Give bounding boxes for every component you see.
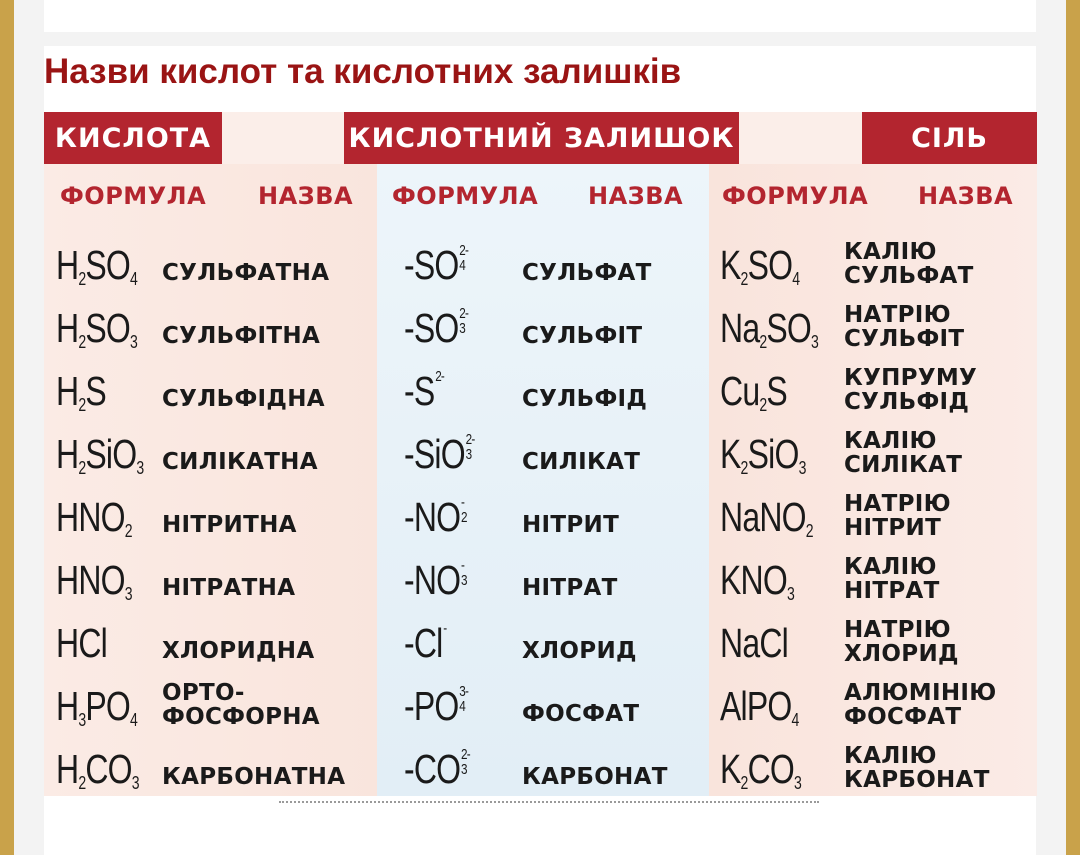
salt-formula-subscript: 3 <box>786 584 795 604</box>
acid-formula-subscript: 3 <box>124 584 132 604</box>
residue-name: НІТРИТ <box>522 512 620 538</box>
acid-formula-part: H <box>56 683 79 729</box>
residue-formula-charge-index <box>466 432 475 462</box>
acid-formula-part: SO <box>85 242 131 288</box>
residue-formula-charge: - <box>461 557 465 574</box>
residue-formula-charge-index <box>461 495 467 525</box>
acid-formula-subscript: 3 <box>131 773 139 793</box>
acid-formula-part: H <box>56 746 79 792</box>
acid-name: НІТРАТНА <box>162 575 296 601</box>
acid-formula-part: H <box>56 305 79 351</box>
salt-formula-subscript: 2 <box>740 773 748 793</box>
residue-formula-charge: 2- <box>461 746 470 763</box>
residue-formula-charge: - <box>461 494 465 511</box>
acid-formula-subscript: 2 <box>78 458 86 478</box>
salt-name <box>844 681 997 729</box>
residue-formula-subscript: 3 <box>465 446 472 463</box>
residue-formula-charge-index <box>435 369 444 384</box>
salt-formula <box>720 368 787 415</box>
salt-name-line-2: НІТРИТ <box>844 515 942 541</box>
acid-formula <box>56 368 106 415</box>
residue-formula-subscript: 3 <box>459 320 466 337</box>
residue-formula-charge-index <box>443 621 446 636</box>
salt-formula-part: SO <box>766 305 812 351</box>
subheader-acid-name: НАЗВА <box>258 182 354 210</box>
residue-formula <box>404 557 467 603</box>
salt-formula <box>720 620 788 666</box>
acid-name: СУЛЬФІТНА <box>162 323 321 349</box>
salt-name-line-1: КАЛІЮ <box>844 428 937 454</box>
salt-name <box>844 366 977 414</box>
residue-formula-charge-index <box>459 306 468 336</box>
residue-formula-part: -NO <box>404 557 461 603</box>
salt-formula <box>720 305 819 352</box>
acid-name: КАРБОНАТНА <box>162 764 346 790</box>
acid-formula-subscript: 3 <box>136 458 144 478</box>
acid-formula-part: HNO <box>56 494 125 540</box>
residue-formula <box>404 494 467 540</box>
residue-formula-charge-index <box>459 684 468 714</box>
salt-formula-subscript: 2 <box>740 269 748 289</box>
residue-formula-part: -SiO <box>404 431 465 477</box>
salt-formula-subscript: 4 <box>791 710 799 730</box>
residue-name: СИЛІКАТ <box>522 449 641 475</box>
residue-formula-part: -S <box>404 368 435 414</box>
salt-name <box>844 555 940 603</box>
header-acid: КИСЛОТА <box>44 112 222 164</box>
salt-formula-part: K <box>720 431 741 477</box>
salt-formula-part: S <box>766 368 787 414</box>
residue-formula-subscript: 3 <box>461 761 467 778</box>
salt-name-line-2: НІТРАТ <box>844 578 940 604</box>
acid-formula-part: SO <box>85 305 131 351</box>
salt-formula <box>720 557 795 604</box>
residue-formula-part: -CO <box>404 746 461 792</box>
acid-formula <box>56 620 107 666</box>
salt-formula-subscript: 3 <box>798 458 806 478</box>
residue-formula <box>404 683 469 729</box>
residue-name: СУЛЬФІД <box>522 386 648 412</box>
acid-formula-part: PO <box>85 683 131 729</box>
residue-name: СУЛЬФАТ <box>522 260 652 286</box>
salt-formula-subscript: 2 <box>805 521 813 541</box>
residue-formula <box>404 431 475 477</box>
salt-name <box>844 618 959 666</box>
acid-formula-subscript: 4 <box>130 710 138 730</box>
acid-formula-subscript: 3 <box>78 710 86 730</box>
salt-formula-subscript: 3 <box>811 332 819 352</box>
salt-name-line-1: НАТРІЮ <box>844 617 951 643</box>
residue-formula-charge: 3- <box>459 683 469 700</box>
salt-name-line-2: СИЛІКАТ <box>844 452 963 478</box>
salt-formula-part: Cu <box>720 368 760 414</box>
previous-card <box>44 0 1036 32</box>
residue-formula-charge: 2- <box>459 305 469 322</box>
salt-name-line-2: ХЛОРИД <box>844 641 959 667</box>
acid-formula-subscript: 4 <box>130 269 138 289</box>
residue-formula-charge: 2- <box>459 242 469 259</box>
acid-name-line-2: ФОСФОРНА <box>162 704 320 730</box>
header-residue: КИСЛОТНИЙ ЗАЛИШОК <box>344 112 739 164</box>
residue-name: НІТРАТ <box>522 575 618 601</box>
salt-formula-part: Na <box>720 305 760 351</box>
subheader-residue-name: НАЗВА <box>588 182 684 210</box>
salt-formula <box>720 746 802 793</box>
acid-name: СИЛІКАТНА <box>162 449 318 475</box>
subheader-salt-formula: ФОРМУЛА <box>722 182 869 210</box>
residue-formula-charge-index <box>459 243 468 273</box>
acid-formula-subscript: 3 <box>130 332 138 352</box>
salt-name-line-1: КАЛІЮ <box>844 554 937 580</box>
salt-formula-part: SiO <box>747 431 799 477</box>
acid-name-line-1: ОРТО- <box>162 680 245 706</box>
salt-formula-part: NaNO <box>720 494 806 540</box>
salt-formula-part: SO <box>747 242 793 288</box>
residue-formula-part: -NO <box>404 494 461 540</box>
acid-formula-subscript: 2 <box>78 773 86 793</box>
acid-formula <box>56 557 132 604</box>
residue-name: ХЛОРИД <box>522 638 637 664</box>
salt-name-line-2: СУЛЬФІТ <box>844 326 965 352</box>
residue-formula <box>404 746 470 792</box>
residue-name: КАРБОНАТ <box>522 764 668 790</box>
header-salt: СІЛЬ <box>862 112 1037 164</box>
acid-formula <box>56 494 132 541</box>
salt-name-line-2: СУЛЬФІД <box>844 389 970 415</box>
residue-formula-charge: - <box>443 620 447 637</box>
salt-formula-part: KNO <box>720 557 787 603</box>
salt-name-line-2: КАРБОНАТ <box>844 767 990 793</box>
acid-formula-part: HCl <box>56 620 107 666</box>
salt-formula-subscript: 2 <box>759 332 767 352</box>
residue-formula-subscript: 2 <box>461 509 467 526</box>
acid-formula-part: H <box>56 431 79 477</box>
residue-formula-charge: 2- <box>435 368 445 385</box>
acid-formula-part: HNO <box>56 557 125 603</box>
acid-table-poster <box>44 112 1037 796</box>
salt-name <box>844 744 990 792</box>
acid-formula-part: SiO <box>85 431 137 477</box>
acid-name: НІТРИТНА <box>162 512 297 538</box>
acid-formula-part: S <box>85 368 106 414</box>
salt-formula-part: K <box>720 746 741 792</box>
residue-formula-subscript: 4 <box>459 257 466 274</box>
acid-formula-subscript: 2 <box>78 269 86 289</box>
salt-formula <box>720 683 799 730</box>
acid-formula-part: CO <box>85 746 132 792</box>
salt-formula-subscript: 3 <box>794 773 802 793</box>
salt-name-line-1: НАТРІЮ <box>844 302 951 328</box>
acid-name: СУЛЬФАТНА <box>162 260 330 286</box>
salt-formula <box>720 242 800 289</box>
salt-formula-subscript: 2 <box>759 395 767 415</box>
residue-name: ФОСФАТ <box>522 701 640 727</box>
subheader-salt-name: НАЗВА <box>918 182 1014 210</box>
acid-name: СУЛЬФІДНА <box>162 386 325 412</box>
residue-formula-charge: 2- <box>465 431 475 448</box>
residue-formula <box>404 242 469 288</box>
acid-formula <box>56 683 138 730</box>
salt-name-line-1: АЛЮМІНІЮ <box>844 680 997 706</box>
acid-formula-part: H <box>56 242 79 288</box>
salt-name-line-1: КАЛІЮ <box>844 239 937 265</box>
acid-name <box>162 681 320 729</box>
acid-formula-subscript: 2 <box>78 395 86 415</box>
residue-formula-part: -SO <box>404 242 459 288</box>
subheader-acid-formula: ФОРМУЛА <box>60 182 207 210</box>
residue-formula-subscript: 3 <box>461 572 467 589</box>
salt-name <box>844 429 962 477</box>
salt-formula-part: AlPO <box>720 683 792 729</box>
residue-formula-part: -SO <box>404 305 459 351</box>
salt-name <box>844 303 964 351</box>
residue-formula <box>404 368 445 414</box>
salt-formula-subscript: 4 <box>792 269 800 289</box>
residue-formula-part: -PO <box>404 683 459 729</box>
acid-formula <box>56 242 138 289</box>
acid-formula <box>56 431 144 478</box>
acid-formula-subscript: 2 <box>78 332 86 352</box>
salt-name-line-1: КАЛІЮ <box>844 743 937 769</box>
residue-formula <box>404 620 447 666</box>
salt-name-line-2: ФОСФАТ <box>844 704 962 730</box>
salt-name-line-1: НАТРІЮ <box>844 491 951 517</box>
salt-name <box>844 240 974 288</box>
page-title: Назви кислот та кислотних залишків <box>44 52 682 91</box>
subheader-residue-formula: ФОРМУЛА <box>392 182 539 210</box>
salt-name-line-2: СУЛЬФАТ <box>844 263 974 289</box>
acid-formula-part: H <box>56 368 79 414</box>
residue-formula-charge-index <box>461 558 467 588</box>
salt-formula-part: NaCl <box>720 620 788 666</box>
salt-name-line-1: КУПРУМУ <box>844 365 978 391</box>
salt-formula <box>720 431 806 478</box>
acid-formula-subscript: 2 <box>124 521 132 541</box>
acid-formula <box>56 746 139 793</box>
salt-formula <box>720 494 813 541</box>
residue-formula <box>404 305 469 351</box>
residue-formula-subscript: 4 <box>459 698 466 715</box>
acid-formula <box>56 305 138 352</box>
copyright-footnote <box>279 801 819 806</box>
residue-name: СУЛЬФІТ <box>522 323 643 349</box>
salt-formula-part: CO <box>747 746 795 792</box>
residue-formula-part: -Cl <box>404 620 443 666</box>
salt-formula-subscript: 2 <box>740 458 748 478</box>
acid-name: ХЛОРИДНА <box>162 638 315 664</box>
salt-formula-part: K <box>720 242 741 288</box>
salt-name <box>844 492 951 540</box>
residue-formula-charge-index <box>461 747 470 777</box>
